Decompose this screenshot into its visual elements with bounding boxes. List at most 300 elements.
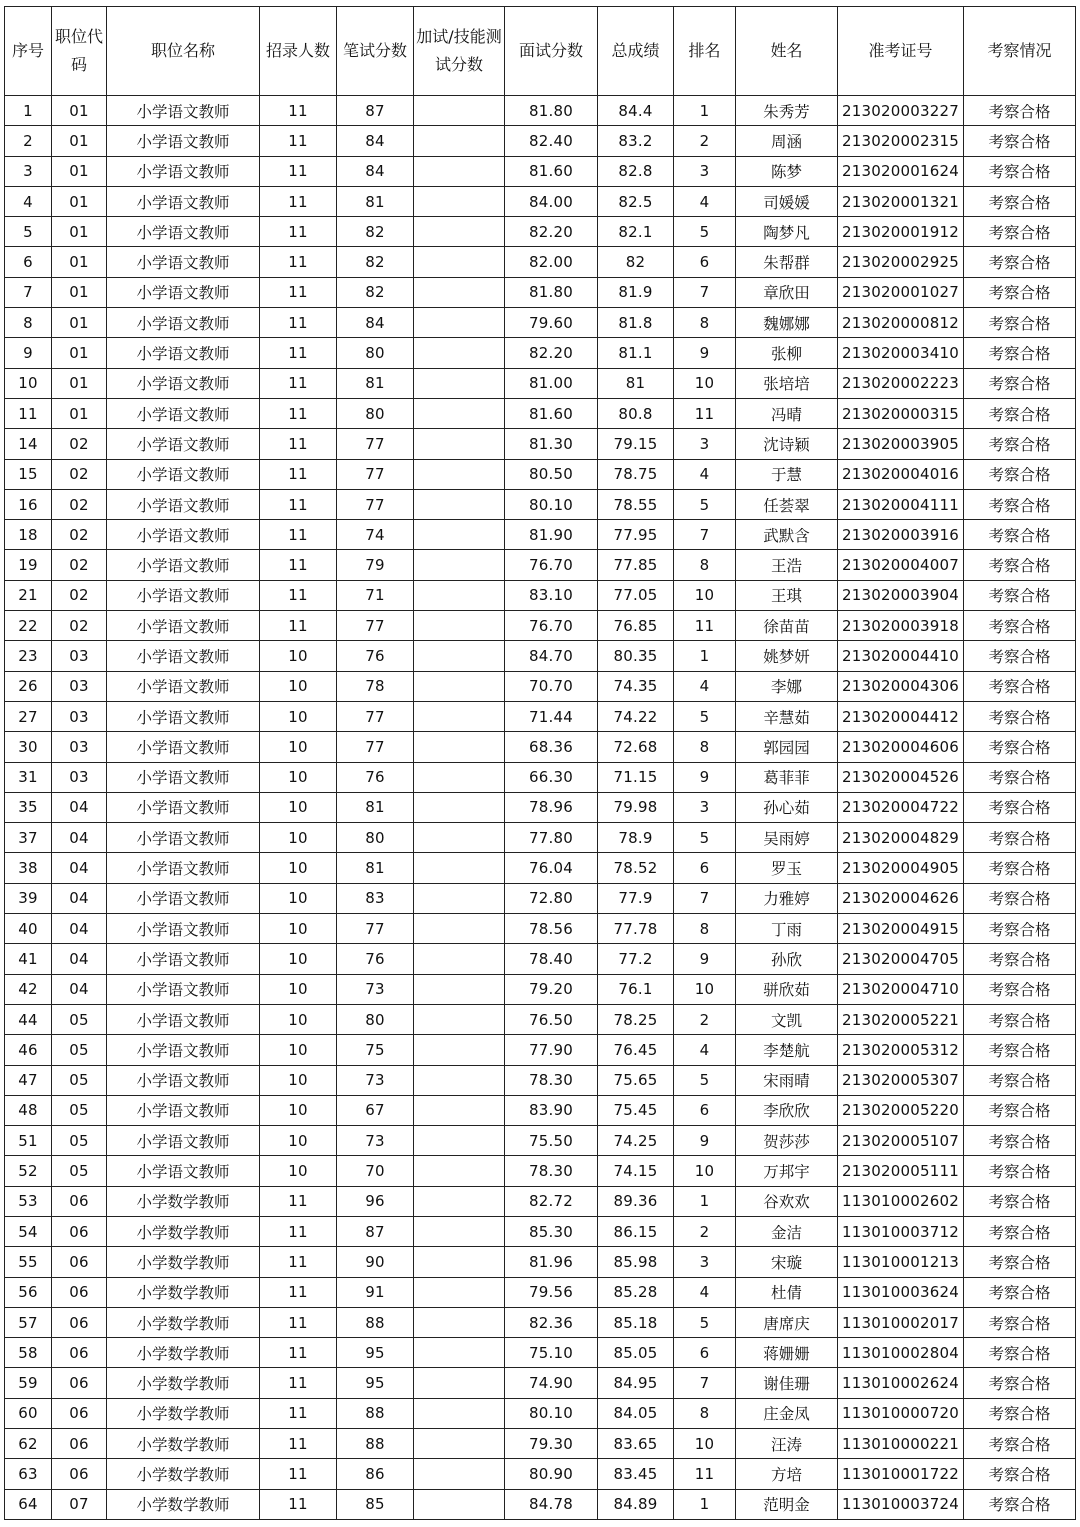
cell-position-code: 06	[52, 1338, 107, 1368]
cell-rank: 5	[674, 217, 736, 247]
header-position-name: 职位名称	[107, 7, 260, 96]
table-row	[5, 308, 1076, 338]
cell-position-name: 小学数学教师	[107, 1186, 260, 1216]
cell-ticket-number: 213020005220	[838, 1095, 964, 1125]
cell-name: 朱秀芳	[736, 96, 838, 126]
cell-rank: 10	[674, 974, 736, 1004]
cell-position-code: 06	[52, 1216, 107, 1246]
cell-total-score: 83.65	[598, 1429, 674, 1459]
cell-position-code: 06	[52, 1368, 107, 1398]
cell-position-code: 06	[52, 1459, 107, 1489]
cell-quota: 11	[260, 398, 337, 428]
header-rank: 排名	[674, 7, 736, 96]
cell-position-code: 01	[52, 398, 107, 428]
table-row	[5, 217, 1076, 247]
cell-extra-test-score	[414, 398, 505, 428]
cell-seq: 27	[5, 701, 52, 731]
cell-inspection-status: 考察合格	[964, 1004, 1076, 1034]
cell-interview-score: 71.44	[505, 701, 598, 731]
cell-seq: 58	[5, 1338, 52, 1368]
cell-written-score: 87	[337, 96, 414, 126]
cell-name: 张柳	[736, 338, 838, 368]
cell-rank: 8	[674, 308, 736, 338]
cell-name: 文凯	[736, 1004, 838, 1034]
cell-quota: 11	[260, 1489, 337, 1519]
cell-position-code: 01	[52, 368, 107, 398]
cell-interview-score: 85.30	[505, 1216, 598, 1246]
table-row	[5, 156, 1076, 186]
cell-inspection-status: 考察合格	[964, 641, 1076, 671]
cell-quota: 11	[260, 611, 337, 641]
cell-total-score: 79.15	[598, 429, 674, 459]
cell-written-score: 84	[337, 126, 414, 156]
cell-rank: 4	[674, 1277, 736, 1307]
cell-inspection-status: 考察合格	[964, 277, 1076, 307]
cell-position-code: 01	[52, 338, 107, 368]
cell-quota: 11	[260, 217, 337, 247]
cell-inspection-status: 考察合格	[964, 1398, 1076, 1428]
cell-total-score: 78.55	[598, 489, 674, 519]
cell-rank: 5	[674, 1307, 736, 1337]
cell-position-name: 小学语文教师	[107, 550, 260, 580]
cell-position-name: 小学数学教师	[107, 1247, 260, 1277]
cell-interview-score: 74.90	[505, 1368, 598, 1398]
cell-extra-test-score	[414, 429, 505, 459]
cell-inspection-status: 考察合格	[964, 944, 1076, 974]
cell-ticket-number: 213020004915	[838, 914, 964, 944]
cell-interview-score: 81.80	[505, 96, 598, 126]
cell-quota: 10	[260, 1004, 337, 1034]
cell-extra-test-score	[414, 96, 505, 126]
cell-ticket-number: 213020004016	[838, 459, 964, 489]
cell-position-code: 01	[52, 277, 107, 307]
cell-written-score: 91	[337, 1277, 414, 1307]
cell-extra-test-score	[414, 338, 505, 368]
results-table	[4, 6, 1076, 1520]
cell-position-code: 02	[52, 489, 107, 519]
cell-name: 辛慧茹	[736, 701, 838, 731]
cell-name: 张培培	[736, 368, 838, 398]
cell-position-code: 01	[52, 308, 107, 338]
cell-position-name: 小学语文教师	[107, 368, 260, 398]
cell-ticket-number: 213020001912	[838, 217, 964, 247]
cell-position-name: 小学语文教师	[107, 1004, 260, 1034]
cell-quota: 10	[260, 671, 337, 701]
cell-quota: 10	[260, 1156, 337, 1186]
cell-inspection-status: 考察合格	[964, 520, 1076, 550]
cell-total-score: 80.8	[598, 398, 674, 428]
cell-position-code: 02	[52, 459, 107, 489]
cell-written-score: 82	[337, 277, 414, 307]
cell-name: 孙心茹	[736, 792, 838, 822]
cell-inspection-status: 考察合格	[964, 1065, 1076, 1095]
cell-interview-score: 68.36	[505, 732, 598, 762]
cell-quota: 10	[260, 944, 337, 974]
cell-inspection-status: 考察合格	[964, 701, 1076, 731]
cell-position-code: 05	[52, 1095, 107, 1125]
cell-position-name: 小学语文教师	[107, 611, 260, 641]
cell-interview-score: 82.72	[505, 1186, 598, 1216]
cell-name: 贺莎莎	[736, 1126, 838, 1156]
cell-ticket-number: 213020001321	[838, 186, 964, 216]
cell-quota: 10	[260, 853, 337, 883]
cell-rank: 3	[674, 792, 736, 822]
cell-inspection-status: 考察合格	[964, 762, 1076, 792]
cell-rank: 5	[674, 489, 736, 519]
cell-quota: 11	[260, 1307, 337, 1337]
cell-written-score: 88	[337, 1429, 414, 1459]
table-row	[5, 1398, 1076, 1428]
table-row	[5, 1277, 1076, 1307]
cell-quota: 10	[260, 762, 337, 792]
cell-quota: 11	[260, 186, 337, 216]
cell-position-name: 小学语文教师	[107, 1156, 260, 1186]
cell-quota: 10	[260, 641, 337, 671]
cell-written-score: 77	[337, 701, 414, 731]
cell-quota: 10	[260, 1065, 337, 1095]
header-written-score: 笔试分数	[337, 7, 414, 96]
cell-position-name: 小学语文教师	[107, 853, 260, 883]
cell-rank: 9	[674, 762, 736, 792]
cell-total-score: 81.8	[598, 308, 674, 338]
cell-seq: 39	[5, 883, 52, 913]
cell-ticket-number: 113010003624	[838, 1277, 964, 1307]
cell-seq: 1	[5, 96, 52, 126]
cell-total-score: 77.9	[598, 883, 674, 913]
cell-seq: 7	[5, 277, 52, 307]
cell-name: 姚梦妍	[736, 641, 838, 671]
cell-interview-score: 83.90	[505, 1095, 598, 1125]
cell-name: 蒋姗姗	[736, 1338, 838, 1368]
cell-total-score: 72.68	[598, 732, 674, 762]
cell-interview-score: 72.80	[505, 883, 598, 913]
table-row	[5, 944, 1076, 974]
cell-seq: 22	[5, 611, 52, 641]
cell-rank: 1	[674, 1186, 736, 1216]
cell-inspection-status: 考察合格	[964, 974, 1076, 1004]
table-row	[5, 671, 1076, 701]
table-row	[5, 186, 1076, 216]
cell-written-score: 75	[337, 1035, 414, 1065]
cell-position-code: 01	[52, 247, 107, 277]
cell-total-score: 78.75	[598, 459, 674, 489]
cell-rank: 9	[674, 1126, 736, 1156]
cell-interview-score: 81.96	[505, 1247, 598, 1277]
cell-name: 金洁	[736, 1216, 838, 1246]
cell-position-name: 小学语文教师	[107, 489, 260, 519]
table-row	[5, 1429, 1076, 1459]
cell-ticket-number: 113010002804	[838, 1338, 964, 1368]
cell-interview-score: 77.90	[505, 1035, 598, 1065]
cell-quota: 11	[260, 429, 337, 459]
cell-total-score: 80.35	[598, 641, 674, 671]
cell-rank: 2	[674, 1004, 736, 1034]
cell-written-score: 88	[337, 1307, 414, 1337]
cell-name: 李楚航	[736, 1035, 838, 1065]
cell-interview-score: 78.56	[505, 914, 598, 944]
cell-position-name: 小学语文教师	[107, 1126, 260, 1156]
cell-name: 丁雨	[736, 914, 838, 944]
cell-interview-score: 82.36	[505, 1307, 598, 1337]
cell-written-score: 73	[337, 1065, 414, 1095]
cell-position-code: 02	[52, 520, 107, 550]
cell-total-score: 82.8	[598, 156, 674, 186]
cell-total-score: 78.25	[598, 1004, 674, 1034]
cell-extra-test-score	[414, 277, 505, 307]
table-row	[5, 611, 1076, 641]
cell-ticket-number: 213020005307	[838, 1065, 964, 1095]
cell-extra-test-score	[414, 368, 505, 398]
cell-rank: 10	[674, 580, 736, 610]
cell-total-score: 84.05	[598, 1398, 674, 1428]
cell-position-code: 06	[52, 1277, 107, 1307]
cell-ticket-number: 213020003227	[838, 96, 964, 126]
cell-written-score: 82	[337, 247, 414, 277]
cell-written-score: 87	[337, 1216, 414, 1246]
cell-quota: 11	[260, 338, 337, 368]
cell-total-score: 76.1	[598, 974, 674, 1004]
cell-written-score: 76	[337, 641, 414, 671]
cell-extra-test-score	[414, 1186, 505, 1216]
table-row	[5, 338, 1076, 368]
cell-seq: 8	[5, 308, 52, 338]
table-row	[5, 126, 1076, 156]
cell-rank: 1	[674, 1489, 736, 1519]
cell-interview-score: 82.20	[505, 217, 598, 247]
cell-ticket-number: 213020003410	[838, 338, 964, 368]
cell-position-name: 小学数学教师	[107, 1307, 260, 1337]
cell-ticket-number: 213020004526	[838, 762, 964, 792]
cell-name: 孙欣	[736, 944, 838, 974]
table-row	[5, 429, 1076, 459]
table-row	[5, 1368, 1076, 1398]
cell-rank: 1	[674, 96, 736, 126]
cell-rank: 7	[674, 1368, 736, 1398]
cell-inspection-status: 考察合格	[964, 96, 1076, 126]
cell-extra-test-score	[414, 1368, 505, 1398]
cell-position-name: 小学语文教师	[107, 217, 260, 247]
cell-seq: 9	[5, 338, 52, 368]
cell-extra-test-score	[414, 974, 505, 1004]
cell-seq: 10	[5, 368, 52, 398]
cell-written-score: 79	[337, 550, 414, 580]
cell-interview-score: 70.70	[505, 671, 598, 701]
cell-inspection-status: 考察合格	[964, 1095, 1076, 1125]
table-row	[5, 732, 1076, 762]
table-row	[5, 550, 1076, 580]
cell-position-name: 小学数学教师	[107, 1368, 260, 1398]
cell-position-code: 04	[52, 853, 107, 883]
cell-inspection-status: 考察合格	[964, 1186, 1076, 1216]
cell-ticket-number: 213020000812	[838, 308, 964, 338]
header-interview-score: 面试分数	[505, 7, 598, 96]
cell-seq: 52	[5, 1156, 52, 1186]
cell-position-code: 04	[52, 974, 107, 1004]
cell-extra-test-score	[414, 580, 505, 610]
cell-seq: 51	[5, 1126, 52, 1156]
cell-rank: 8	[674, 1398, 736, 1428]
cell-name: 宋雨晴	[736, 1065, 838, 1095]
cell-position-code: 06	[52, 1307, 107, 1337]
cell-seq: 44	[5, 1004, 52, 1034]
cell-position-name: 小学语文教师	[107, 308, 260, 338]
cell-extra-test-score	[414, 671, 505, 701]
cell-position-name: 小学数学教师	[107, 1398, 260, 1428]
cell-quota: 11	[260, 580, 337, 610]
table-row	[5, 1186, 1076, 1216]
cell-ticket-number: 213020002925	[838, 247, 964, 277]
cell-extra-test-score	[414, 1065, 505, 1095]
cell-name: 冯晴	[736, 398, 838, 428]
cell-quota: 11	[260, 550, 337, 580]
cell-ticket-number: 213020005107	[838, 1126, 964, 1156]
table-row	[5, 1004, 1076, 1034]
cell-seq: 64	[5, 1489, 52, 1519]
cell-seq: 59	[5, 1368, 52, 1398]
cell-written-score: 76	[337, 944, 414, 974]
cell-quota: 11	[260, 1429, 337, 1459]
cell-extra-test-score	[414, 1459, 505, 1489]
cell-interview-score: 79.20	[505, 974, 598, 1004]
table-row	[5, 398, 1076, 428]
cell-name: 王浩	[736, 550, 838, 580]
cell-extra-test-score	[414, 762, 505, 792]
table-row	[5, 247, 1076, 277]
cell-rank: 6	[674, 1095, 736, 1125]
cell-position-name: 小学语文教师	[107, 823, 260, 853]
cell-position-code: 03	[52, 762, 107, 792]
cell-interview-score: 80.10	[505, 1398, 598, 1428]
cell-position-code: 02	[52, 611, 107, 641]
cell-seq: 37	[5, 823, 52, 853]
cell-name: 谢佳珊	[736, 1368, 838, 1398]
cell-ticket-number: 213020004710	[838, 974, 964, 1004]
cell-position-code: 05	[52, 1065, 107, 1095]
cell-extra-test-score	[414, 732, 505, 762]
cell-position-code: 05	[52, 1035, 107, 1065]
table-row	[5, 853, 1076, 883]
cell-rank: 7	[674, 883, 736, 913]
table-row	[5, 459, 1076, 489]
cell-position-code: 04	[52, 914, 107, 944]
cell-position-code: 01	[52, 96, 107, 126]
cell-written-score: 90	[337, 1247, 414, 1277]
cell-written-score: 81	[337, 186, 414, 216]
cell-inspection-status: 考察合格	[964, 580, 1076, 610]
cell-rank: 8	[674, 550, 736, 580]
cell-inspection-status: 考察合格	[964, 853, 1076, 883]
cell-position-name: 小学语文教师	[107, 974, 260, 1004]
cell-written-score: 85	[337, 1489, 414, 1519]
cell-inspection-status: 考察合格	[964, 1489, 1076, 1519]
cell-total-score: 84.95	[598, 1368, 674, 1398]
cell-extra-test-score	[414, 459, 505, 489]
cell-ticket-number: 213020004111	[838, 489, 964, 519]
cell-ticket-number: 213020004722	[838, 792, 964, 822]
cell-position-name: 小学语文教师	[107, 429, 260, 459]
cell-position-name: 小学语文教师	[107, 792, 260, 822]
cell-inspection-status: 考察合格	[964, 1156, 1076, 1186]
cell-position-code: 05	[52, 1004, 107, 1034]
cell-ticket-number: 213020003905	[838, 429, 964, 459]
cell-seq: 40	[5, 914, 52, 944]
cell-inspection-status: 考察合格	[964, 883, 1076, 913]
cell-rank: 4	[674, 459, 736, 489]
cell-name: 谷欢欢	[736, 1186, 838, 1216]
cell-name: 周涵	[736, 126, 838, 156]
cell-quota: 10	[260, 792, 337, 822]
cell-inspection-status: 考察合格	[964, 489, 1076, 519]
cell-total-score: 85.05	[598, 1338, 674, 1368]
cell-quota: 11	[260, 156, 337, 186]
cell-seq: 19	[5, 550, 52, 580]
cell-written-score: 81	[337, 853, 414, 883]
cell-inspection-status: 考察合格	[964, 611, 1076, 641]
cell-rank: 7	[674, 520, 736, 550]
cell-position-code: 02	[52, 429, 107, 459]
cell-quota: 11	[260, 1247, 337, 1277]
cell-inspection-status: 考察合格	[964, 823, 1076, 853]
cell-quota: 10	[260, 883, 337, 913]
cell-written-score: 73	[337, 974, 414, 1004]
cell-total-score: 81.1	[598, 338, 674, 368]
cell-interview-score: 76.04	[505, 853, 598, 883]
cell-position-name: 小学语文教师	[107, 520, 260, 550]
cell-position-name: 小学语文教师	[107, 126, 260, 156]
cell-rank: 11	[674, 398, 736, 428]
cell-seq: 47	[5, 1065, 52, 1095]
cell-interview-score: 82.40	[505, 126, 598, 156]
cell-seq: 46	[5, 1035, 52, 1065]
cell-interview-score: 81.00	[505, 368, 598, 398]
cell-extra-test-score	[414, 217, 505, 247]
cell-name: 徐苗苗	[736, 611, 838, 641]
table-row	[5, 489, 1076, 519]
cell-total-score: 82.5	[598, 186, 674, 216]
cell-seq: 11	[5, 398, 52, 428]
cell-inspection-status: 考察合格	[964, 459, 1076, 489]
cell-quota: 11	[260, 1277, 337, 1307]
cell-written-score: 77	[337, 914, 414, 944]
cell-extra-test-score	[414, 944, 505, 974]
cell-seq: 3	[5, 156, 52, 186]
cell-name: 章欣田	[736, 277, 838, 307]
cell-position-name: 小学语文教师	[107, 701, 260, 731]
cell-interview-score: 80.90	[505, 1459, 598, 1489]
cell-inspection-status: 考察合格	[964, 1126, 1076, 1156]
cell-extra-test-score	[414, 701, 505, 731]
cell-inspection-status: 考察合格	[964, 914, 1076, 944]
cell-rank: 3	[674, 156, 736, 186]
cell-extra-test-score	[414, 550, 505, 580]
table-row	[5, 1307, 1076, 1337]
cell-inspection-status: 考察合格	[964, 247, 1076, 277]
cell-total-score: 83.45	[598, 1459, 674, 1489]
cell-rank: 3	[674, 429, 736, 459]
cell-ticket-number: 213020002223	[838, 368, 964, 398]
cell-seq: 4	[5, 186, 52, 216]
cell-total-score: 89.36	[598, 1186, 674, 1216]
cell-extra-test-score	[414, 1277, 505, 1307]
cell-interview-score: 75.10	[505, 1338, 598, 1368]
cell-ticket-number: 213020003904	[838, 580, 964, 610]
cell-position-name: 小学数学教师	[107, 1338, 260, 1368]
cell-written-score: 96	[337, 1186, 414, 1216]
cell-extra-test-score	[414, 1307, 505, 1337]
cell-name: 方培	[736, 1459, 838, 1489]
cell-ticket-number: 213020002315	[838, 126, 964, 156]
cell-interview-score: 78.30	[505, 1156, 598, 1186]
